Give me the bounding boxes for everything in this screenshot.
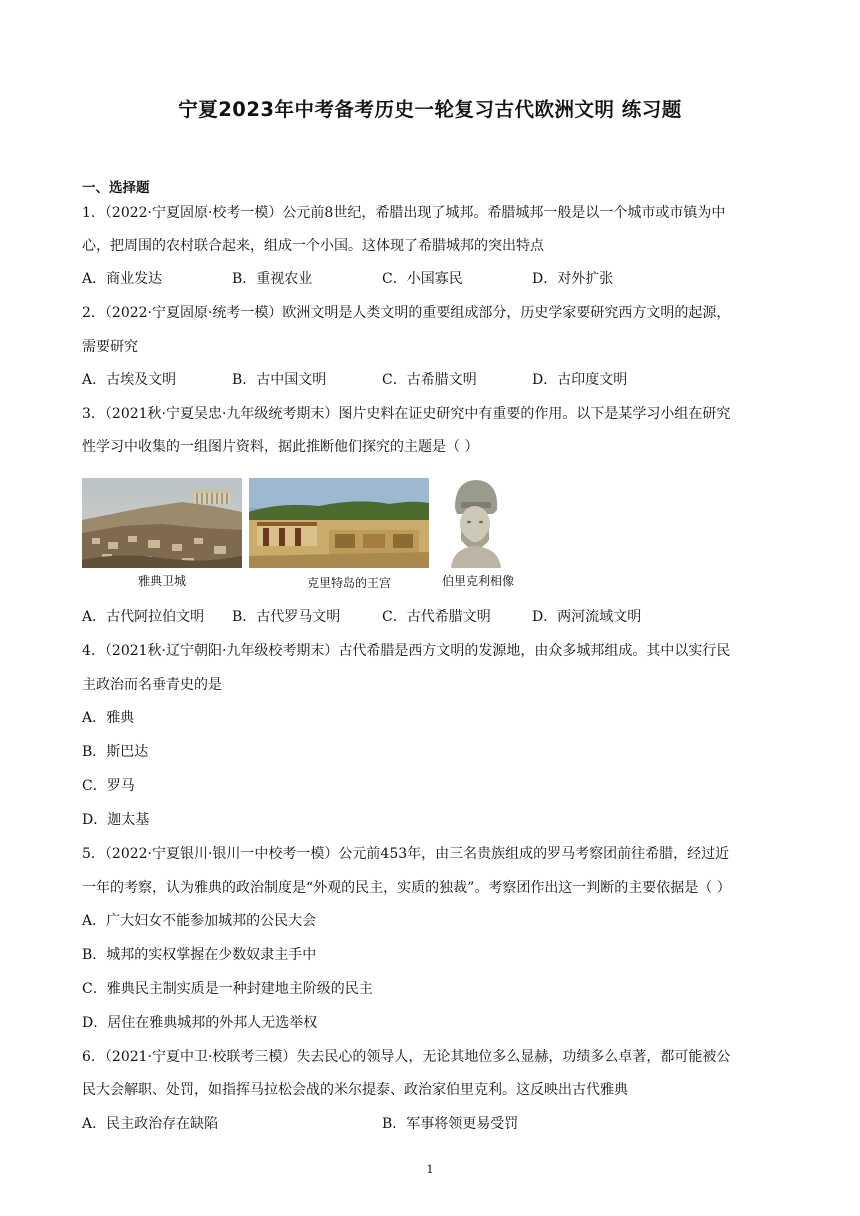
pericles-caption: 伯里克利相像: [441, 574, 514, 588]
question-4-line-2: 主政治而名垂青史的是: [82, 677, 222, 693]
q3-option-b: B．古代罗马文明: [232, 609, 341, 625]
q6-option-b: B．军事将领更易受罚: [382, 1116, 519, 1132]
question-1-line-1: 1．（2022·宁夏固原·校考一模）公元前8世纪，希腊出现了城邦。希腊城邦一般是以一个城市或市镇为中: [82, 205, 726, 221]
page-number: 1: [426, 1163, 434, 1176]
q2-option-c: C．古希腊文明: [382, 372, 477, 388]
knossos-palace-image: [249, 478, 429, 568]
question-1-line-2: 心，把周围的农村联合起来，组成一个小国。这体现了希腊城邦的突出特点: [82, 238, 544, 254]
question-6-line-1: 6．（2021·宁夏中卫·校联考三模）失去民心的领导人，无论其地位多么显赫，功绩多么卓著，都可能被公: [82, 1049, 731, 1065]
q1-option-d: D．对外扩张: [532, 271, 614, 287]
question-3-line-1: 3．（2021秋·宁夏吴忠·九年级统考期末）图片史料在证史研究中有重要的作用。以下是某学习小组在研究: [82, 406, 731, 422]
q1-option-b: B．重视农业: [232, 271, 313, 287]
question-2-line-1: 2．（2022·宁夏固原·统考一模）欧洲文明是人类文明的重要组成部分，历史学家要研究西方文明的起源，: [82, 305, 731, 321]
q2-option-d: D．古印度文明: [532, 372, 628, 388]
q4-option-a: A．雅典: [82, 710, 135, 726]
q5-option-b: B．城邦的实权掌握在少数奴隶主手中: [82, 947, 317, 963]
question-5-line-2: 一年的考察，认为雅典的政治制度是“外观的民主，实质的独裁”。考察团作出这一判断的主要依据是（ ）: [82, 880, 731, 896]
q4-option-d: D．迦太基: [82, 812, 150, 828]
q2-option-b: B．古中国文明: [232, 372, 327, 388]
q3-option-d: D．两河流域文明: [532, 609, 642, 625]
q3-option-c: C．古代希腊文明: [382, 609, 491, 625]
q1-option-a: A．商业发达: [82, 271, 163, 287]
q3-option-a: A．古代阿拉伯文明: [82, 609, 205, 625]
section-heading: 一、选择题: [82, 180, 150, 196]
q5-option-a: A．广大妇女不能参加城邦的公民大会: [82, 913, 317, 929]
question-6-line-2: 民大会解职、处罚，如指挥马拉松会战的米尔提泰、政治家伯里克利。这反映出古代雅典: [82, 1082, 628, 1098]
q5-option-d: D．居住在雅典城邦的外邦人无选举权: [82, 1015, 318, 1031]
question-4-line-1: 4．（2021秋·辽宁朝阳·九年级校考期末）古代希腊是西方文明的发源地，由众多城邦组成。其中以实行民: [82, 643, 731, 659]
q4-option-b: B．斯巴达: [82, 744, 149, 760]
question-3-line-2: 性学习中收集的一组图片资料，据此推断他们探究的主题是（ ）: [82, 439, 479, 455]
pericles-bust-image: [441, 474, 507, 568]
question-2-line-2: 需要研究: [82, 339, 138, 355]
acropolis-image: [82, 478, 242, 568]
q6-option-a: A．民主政治存在缺陷: [82, 1116, 219, 1132]
q2-option-a: A．古埃及文明: [82, 372, 177, 388]
knossos-caption: 克里特岛的王宫: [306, 576, 391, 590]
q1-option-c: C．小国寡民: [382, 271, 463, 287]
question-5-line-1: 5．（2022·宁夏银川·银川一中校考一模）公元前453年，由三名贵族组成的罗马考察团前往希腊，经过近: [82, 846, 730, 862]
q5-option-c: C．雅典民主制实质是一种封建地主阶级的民主: [82, 981, 373, 997]
acropolis-caption: 雅典卫城: [137, 574, 186, 588]
document-title: 宁夏2023年中考备考历史一轮复习古代欧洲文明 练习题: [178, 98, 682, 121]
q4-option-c: C．罗马: [82, 778, 135, 794]
